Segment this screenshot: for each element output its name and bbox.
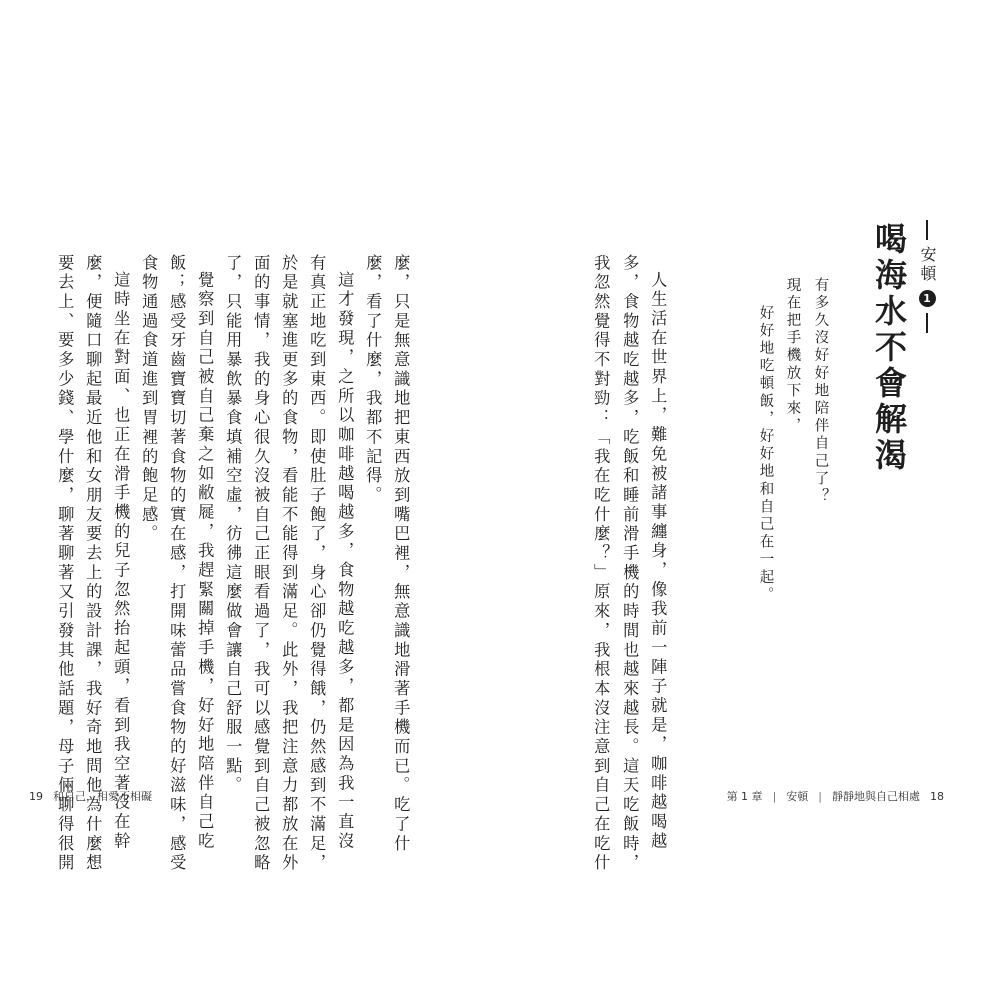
body-line: 人生活在世界上，難免被諸事纏身，像我前一陣子就是，咖啡越喝越	[648, 271, 668, 852]
chapter-tag-bottom-rule	[926, 313, 928, 333]
body-line: 麼，看了什麼，我都不記得。	[363, 254, 383, 506]
footer-separator: |	[772, 789, 777, 803]
body-line: 飯；感受牙齒寶寶切著食物的實在感，打開味蕾品嘗食物的好滋味，感受	[167, 254, 187, 874]
body-line: 麼，便隨口聊起最近他和女朋友要去上的設計課，我好奇地問他為什麼想	[83, 254, 103, 874]
body-line: 這才發現，之所以咖啡越喝越多，食物越吃越多，都是因為我一直沒	[335, 271, 355, 852]
body-line: 有真正地吃到東西。即使肚子飽了，身心卻仍覺得餓，仍然感到不滿足，	[307, 254, 327, 874]
body-line: 多，食物越吃越多，吃飯和睡前滑手機的時間也越來越長。這天吃飯時，	[620, 254, 640, 874]
epigraph-line: 現在把手機放下來，	[784, 277, 801, 436]
body-line: 於是就塞進更多的食物，看能不能得到滿足。此外，我把注意力都放在外	[279, 254, 299, 874]
body-line: 我忽然覺得不對勁：「我在吃什麼？」原來，我根本沒注意到自己在吃什	[591, 254, 611, 874]
chapter-number-badge: 1	[919, 290, 936, 307]
body-line: 這時坐在對面、也正在滑手機的兒子忽然抬起頭，看到我空著沒在幹	[111, 271, 131, 852]
body-line: 面的事情，我的身心很久沒被自己正眼看過了，我可以感覺到自己被忽略	[251, 254, 271, 874]
right-page-footer	[727, 788, 944, 804]
footer-book-title: 和自己，相愛不相礙	[53, 790, 152, 803]
chapter-tag-label: 安頓	[918, 246, 937, 284]
chapter-tag-top-rule	[926, 220, 928, 240]
footer-section: 安頓	[786, 790, 809, 803]
chapter-title: 喝海水不會解渴	[870, 222, 908, 474]
chapter-tag	[915, 220, 939, 333]
page-number: 19	[29, 789, 43, 803]
body-line: 了，只能用暴飲暴食填補空虛，彷彿這麼做會讓自己舒服一點。	[223, 254, 243, 796]
footer-subtitle: 靜靜地與自己相處	[832, 790, 920, 803]
footer-chapter: 第 1 章	[726, 790, 763, 803]
footer-separator: |	[818, 789, 822, 803]
left-page-footer	[29, 788, 152, 804]
body-line: 要去上、要多少錢、學什麼，聊著聊著又引發其他話題，母子倆聊得很開	[55, 254, 75, 874]
body-line: 覺察到自己被自己棄之如敝屣，我趕緊關掉手機，好好地陪伴自己吃	[195, 271, 215, 852]
body-line: 麼，只是無意識地把東西放到嘴巴裡，無意識地滑著手機而已。吃了什	[391, 254, 411, 854]
page-number: 18	[930, 789, 944, 803]
body-line: 食物通過食道進到胃裡的飽足感。	[139, 254, 159, 545]
epigraph-line: 好好地吃頓飯，好好地和自己在一起。	[757, 305, 774, 605]
right-page	[500, 0, 1000, 1000]
epigraph-line: 有多久沒好好地陪伴自己了？	[812, 277, 829, 506]
